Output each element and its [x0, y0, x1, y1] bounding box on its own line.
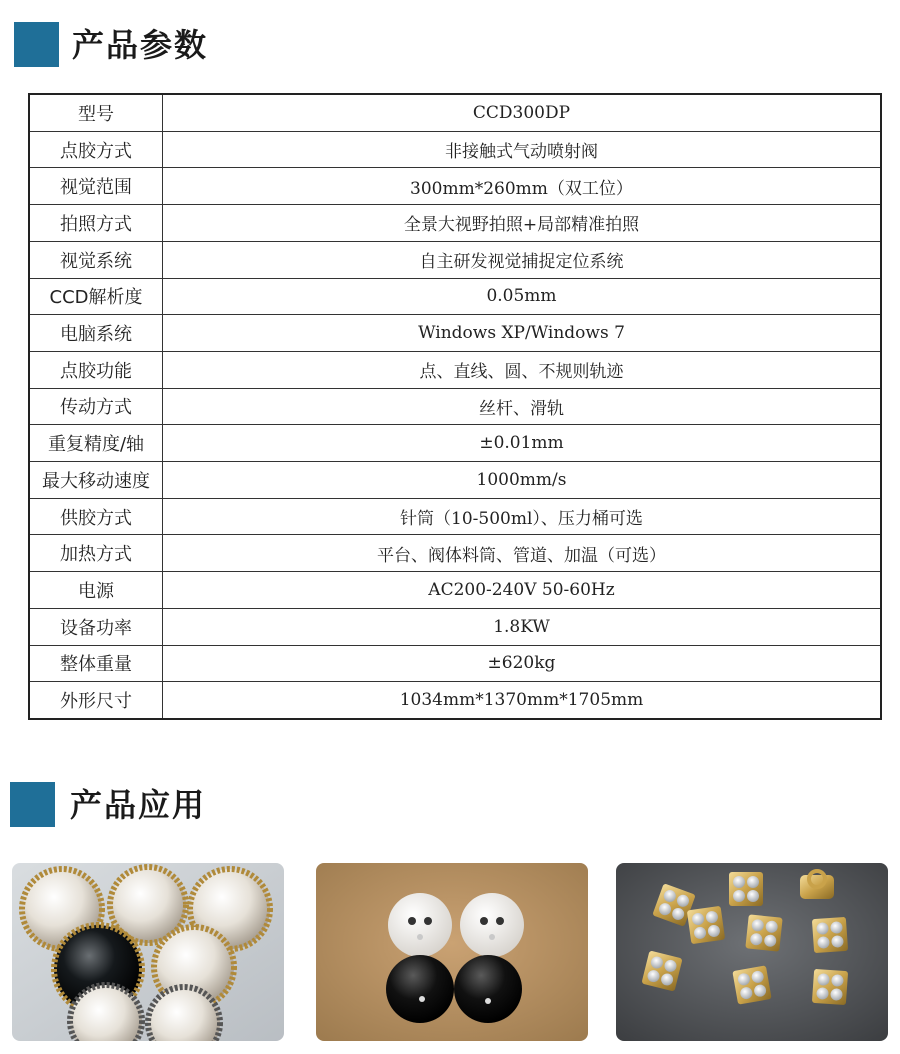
table-row — [29, 462, 881, 499]
spec-value: 全景大视野拍照+局部精准拍照 — [163, 205, 882, 242]
photo-rhinestone-buttons — [616, 863, 888, 1041]
photo-round-buttons — [316, 863, 588, 1041]
round-buttons-image — [316, 863, 588, 1041]
table-row — [29, 351, 881, 388]
spec-value: 0.05mm — [163, 278, 882, 315]
spec-label: 最大移动速度 — [29, 462, 163, 499]
spec-label: 传动方式 — [29, 388, 163, 425]
spec-label: 点胶功能 — [29, 351, 163, 388]
spec-label: 加热方式 — [29, 535, 163, 572]
spec-value: CCD300DP — [163, 94, 882, 131]
table-row — [29, 131, 881, 168]
table-row — [29, 645, 881, 682]
spec-value: ±620kg — [163, 645, 882, 682]
spec-label: 设备功率 — [29, 608, 163, 645]
table-row — [29, 315, 881, 352]
section-marker — [14, 22, 59, 67]
spec-label: 整体重量 — [29, 645, 163, 682]
spec-value: ±0.01mm — [163, 425, 882, 462]
spec-value: Windows XP/Windows 7 — [163, 315, 882, 352]
rhinestone-buttons-image — [616, 863, 888, 1041]
table-row — [29, 241, 881, 278]
table-row — [29, 535, 881, 572]
section-title-apps: 产品应用 — [70, 786, 207, 824]
section-title-params: 产品参数 — [72, 26, 209, 64]
table-row — [29, 94, 881, 131]
spec-label: 重复精度/轴 — [29, 425, 163, 462]
table-row — [29, 498, 881, 535]
spec-value: 平台、阀体料筒、管道、加温（可选） — [163, 535, 882, 572]
table-row — [29, 572, 881, 609]
spec-value: 1034mm*1370mm*1705mm — [163, 682, 882, 719]
spec-label: 拍照方式 — [29, 205, 163, 242]
spec-label: 电源 — [29, 572, 163, 609]
spec-label: 外形尺寸 — [29, 682, 163, 719]
table-row — [29, 425, 881, 462]
spec-value: 300mm*260mm（双工位） — [163, 168, 882, 205]
section-header-apps — [0, 782, 900, 842]
section-marker — [10, 782, 55, 827]
table-row — [29, 608, 881, 645]
spec-value: 1.8KW — [163, 608, 882, 645]
spec-value: 针筒（10-500ml）、压力桶可选 — [163, 498, 882, 535]
table-row — [29, 388, 881, 425]
table-row — [29, 205, 881, 242]
spec-value: 自主研发视觉捕捉定位系统 — [163, 241, 882, 278]
spec-table-body — [29, 94, 881, 719]
spec-value: 点、直线、圆、不规则轨迹 — [163, 351, 882, 388]
spec-label: 点胶方式 — [29, 131, 163, 168]
spec-label: 型号 — [29, 94, 163, 131]
spec-table — [28, 93, 882, 720]
photo-pearl-buttons — [12, 863, 284, 1041]
table-row — [29, 168, 881, 205]
spec-value: 1000mm/s — [163, 462, 882, 499]
spec-label: 电脑系统 — [29, 315, 163, 352]
spec-label: 供胶方式 — [29, 498, 163, 535]
spec-label: CCD解析度 — [29, 278, 163, 315]
table-row — [29, 278, 881, 315]
spec-value: 丝杆、滑轨 — [163, 388, 882, 425]
pearl-buttons-image — [12, 863, 284, 1041]
spec-value: 非接触式气动喷射阀 — [163, 131, 882, 168]
section-header-params — [0, 22, 900, 82]
spec-label: 视觉范围 — [29, 168, 163, 205]
spec-label: 视觉系统 — [29, 241, 163, 278]
spec-value: AC200-240V 50-60Hz — [163, 572, 882, 609]
table-row — [29, 682, 881, 719]
